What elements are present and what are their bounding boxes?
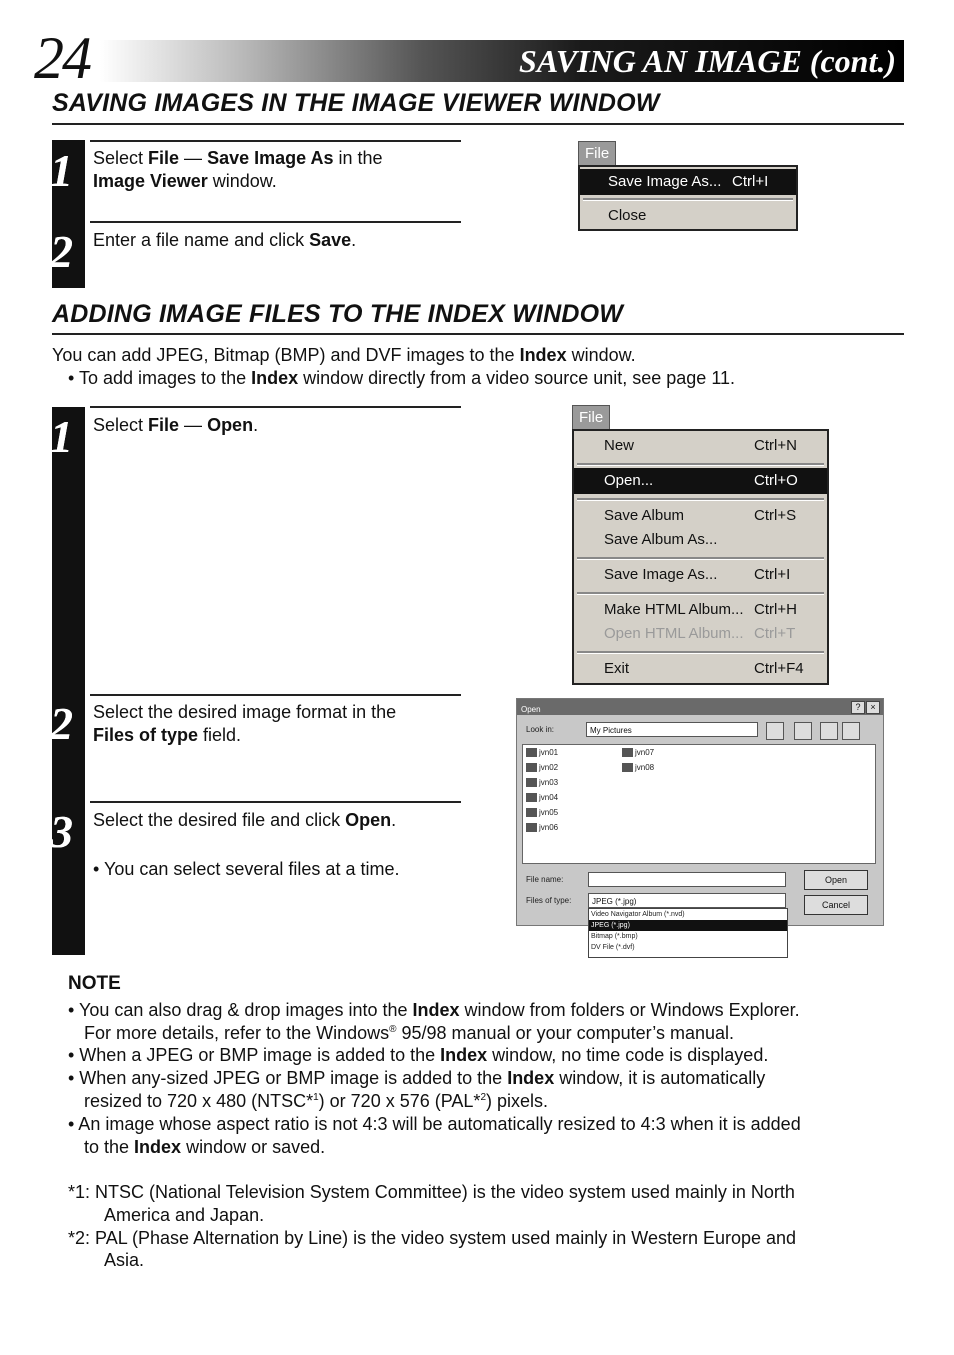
folder-icon <box>526 823 537 832</box>
note-line: • When a JPEG or BMP image is added to the Index window, no time code is displayed. <box>68 1045 769 1065</box>
step-number: 2 <box>50 698 73 749</box>
folder-icon <box>622 763 633 772</box>
file-list[interactable] <box>522 744 876 864</box>
menu-separator <box>577 498 824 501</box>
menu-item-save-image-as[interactable]: Save Image As... Ctrl+I <box>604 566 791 583</box>
close-icon[interactable]: × <box>866 701 880 714</box>
note-heading: NOTE <box>68 973 121 994</box>
folder-item[interactable]: jvn07 <box>622 748 654 757</box>
menu-item-open-html-album: Open HTML Album... Ctrl+T <box>604 625 796 642</box>
menu-item-close[interactable]: Close <box>608 207 647 224</box>
step-text: Select the desired file and click Open. <box>93 810 397 830</box>
menu-item-save-album-as[interactable]: Save Album As... <box>604 531 718 548</box>
menu-item-save-image-as[interactable]: Save Image As... Ctrl+I <box>580 169 796 195</box>
folder-icon <box>526 778 537 787</box>
help-icon[interactable]: ? <box>851 701 865 714</box>
menu-item-new[interactable]: New Ctrl+N <box>604 437 797 454</box>
intro-text: You can add JPEG, Bitmap (BMP) and DVF images to the Index window. <box>52 345 636 365</box>
file-menu-panel <box>572 429 829 685</box>
open-button[interactable]: Open <box>804 870 868 890</box>
type-option-selected[interactable]: JPEG (*.jpg) <box>589 920 787 931</box>
step-text: Select File — Open. <box>93 415 259 435</box>
folder-icon <box>526 748 537 757</box>
step-number: 1 <box>50 145 73 196</box>
menu-item-make-html-album[interactable]: Make HTML Album... Ctrl+H <box>604 601 797 618</box>
files-of-type-select[interactable]: JPEG (*.jpg) <box>588 893 786 908</box>
menu-item-exit[interactable]: Exit Ctrl+F4 <box>604 660 804 677</box>
dialog-titlebar <box>517 699 883 715</box>
intro-bullet: • To add images to the Index window directly from a video source unit, see page 11. <box>68 368 736 388</box>
files-of-type-dropdown <box>588 908 788 958</box>
note-line: For more details, refer to the Windows® 95/98 manual or your computer’s manual. <box>84 1023 735 1043</box>
folder-item[interactable]: jvn04 <box>526 793 558 802</box>
section-rule <box>52 123 904 125</box>
folder-item[interactable]: jvn06 <box>526 823 558 832</box>
folder-item[interactable]: jvn05 <box>526 808 558 817</box>
step-number: 2 <box>50 226 73 277</box>
step-rule <box>90 406 461 408</box>
folder-icon <box>526 808 537 817</box>
section-title-saving: SAVING IMAGES IN THE IMAGE VIEWER WINDOW <box>52 89 660 117</box>
footnote-2-cont: Asia. <box>104 1250 145 1270</box>
note-line: • An image whose aspect ratio is not 4:3 will be automatically resized to 4:3 when it is added <box>68 1114 801 1134</box>
step-text: Select File — Save Image As in the Image Viewer window. <box>93 148 383 191</box>
step-text: Select the desired image format in the Files of type field. <box>93 702 397 745</box>
type-option[interactable]: DV File (*.dvf) <box>591 944 635 951</box>
step-bullet: • You can select several files at a time. <box>93 859 400 879</box>
step-rule <box>90 140 461 142</box>
look-in-combo[interactable]: My Pictures <box>586 722 758 737</box>
look-in-label: Look in: <box>526 725 555 734</box>
file-menu-caption[interactable]: File <box>578 141 616 167</box>
footnote-1-cont: America and Japan. <box>104 1205 265 1225</box>
folder-item[interactable]: jvn01 <box>526 748 558 757</box>
note-line: resized to 720 x 480 (NTSC*$^1$) or 720 x 576 (PAL*$^2$) pixels. <box>84 1091 549 1111</box>
file-name-label: File name: <box>526 875 564 884</box>
menu-separator <box>583 198 793 201</box>
menu-item-save-album[interactable]: Save Album Ctrl+S <box>604 507 797 524</box>
page-title: SAVING AN IMAGE (cont.) <box>519 43 896 79</box>
folder-icon <box>622 748 633 757</box>
file-menu-panel <box>578 165 798 231</box>
cancel-button[interactable]: Cancel <box>804 895 868 915</box>
menu-separator <box>577 592 824 595</box>
folder-item[interactable]: jvn08 <box>622 763 654 772</box>
footnote-2: *2: PAL (Phase Alternation by Line) is the video system used mainly in Western Europe and <box>68 1228 797 1248</box>
step-bar <box>52 407 85 955</box>
new-folder-icon[interactable] <box>794 722 812 740</box>
up-folder-icon[interactable] <box>766 722 784 740</box>
files-of-type-label: Files of type: <box>526 896 572 905</box>
note-line: to the Index window or saved. <box>84 1137 326 1157</box>
menu-separator <box>577 463 824 466</box>
file-menu-caption[interactable]: File <box>572 405 610 431</box>
dialog-title: Open <box>521 705 541 714</box>
note-line: • You can also drag & drop images into the Index window from folders or Windows Explorer. <box>68 1000 800 1020</box>
step-rule <box>90 221 461 223</box>
step-number: 3 <box>50 806 73 857</box>
note-line: • When any-sized JPEG or BMP image is added to the Index window, it is automatically <box>68 1068 766 1088</box>
footnote-1: *1: NTSC (National Television System Committee) is the video system used mainly in North <box>68 1182 795 1202</box>
section-title-adding: ADDING IMAGE FILES TO THE INDEX WINDOW <box>52 300 624 328</box>
step-rule <box>90 801 461 803</box>
folder-item[interactable]: jvn02 <box>526 763 558 772</box>
type-option[interactable]: Video Navigator Album (*.nvd) <box>591 911 685 918</box>
step-number: 1 <box>50 411 73 462</box>
section-rule <box>52 333 904 335</box>
menu-item-open[interactable]: Open... Ctrl+O <box>574 468 827 494</box>
type-option[interactable]: Bitmap (*.bmp) <box>591 933 638 940</box>
menu-separator <box>577 651 824 654</box>
list-view-icon[interactable] <box>820 722 838 740</box>
file-name-input[interactable] <box>588 872 786 887</box>
step-text: Enter a file name and click Save. <box>93 230 357 250</box>
folder-item[interactable]: jvn03 <box>526 778 558 787</box>
folder-icon <box>526 763 537 772</box>
details-view-icon[interactable] <box>842 722 860 740</box>
step-rule <box>90 694 461 696</box>
folder-icon <box>526 793 537 802</box>
menu-separator <box>577 557 824 560</box>
page-number: 24 <box>34 25 90 91</box>
